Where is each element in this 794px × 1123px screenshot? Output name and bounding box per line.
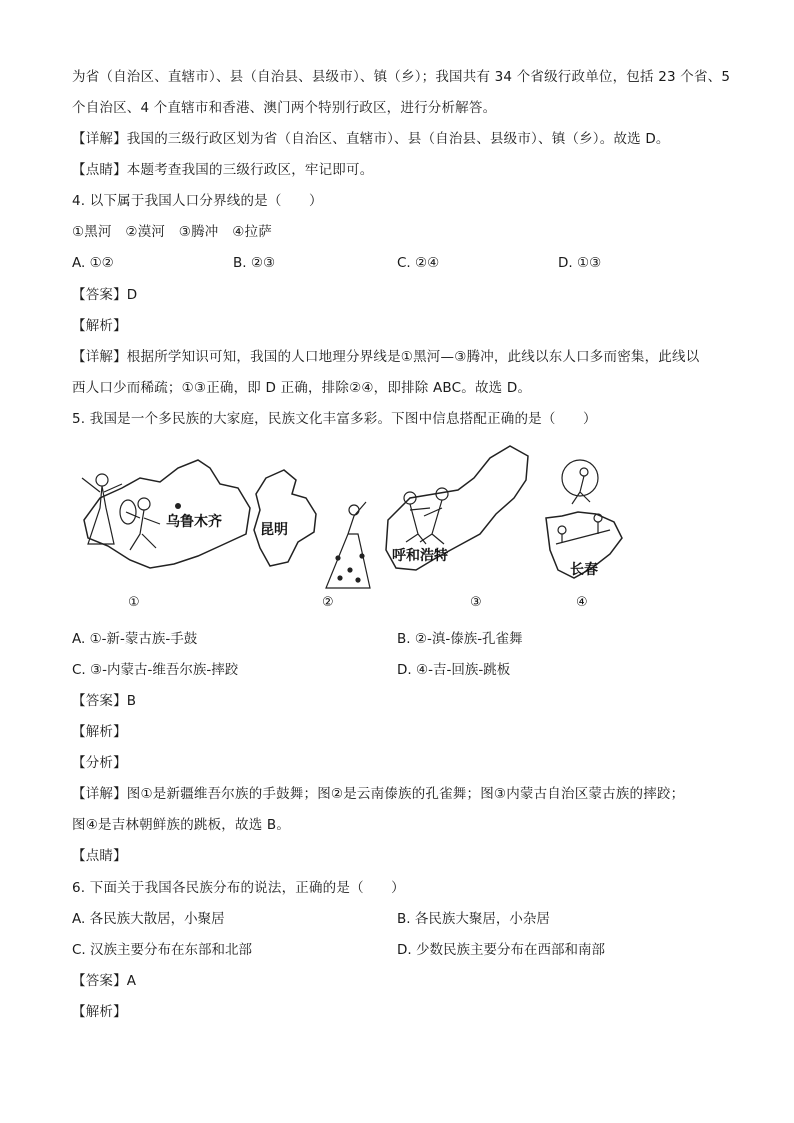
yunnan-outline bbox=[254, 470, 316, 566]
q6-answer: 【答案】A bbox=[72, 973, 137, 989]
intro-comment: 【点睛】本题考查我国的三级行政区，牢记即可。 bbox=[72, 162, 374, 178]
q5-comment: 【点睛】 bbox=[72, 848, 127, 864]
ethnic-culture-figure bbox=[70, 438, 630, 614]
q5-detail-line-2: 图④是吉林朝鲜族的跳板，故选 B。 bbox=[72, 817, 291, 833]
intro-line-2: 个自治区、4 个直辖市和香港、澳门两个特别行政区，进行分析解答。 bbox=[72, 100, 497, 116]
q4-detail-line-1: 【详解】根据所学知识可知，我国的人口地理分界线是①黑河—③腾冲，此线以东人口多而密集，此线以 bbox=[72, 349, 700, 365]
peacock-dancer-drawing bbox=[326, 502, 370, 588]
q4-answer: 【答案】D bbox=[72, 287, 138, 303]
q6-option-d: D. 少数民族主要分布在西部和南部 bbox=[397, 942, 605, 958]
figure-number-1: ① bbox=[128, 595, 140, 610]
q4-stem: 4. 以下属于我国人口分界线的是（ ） bbox=[72, 193, 323, 209]
drum-dancers-drawing bbox=[82, 474, 160, 550]
q6-stem: 6. 下面关于我国各民族分布的说法，正确的是（ ） bbox=[72, 880, 405, 896]
map-label-urumqi: 乌鲁木齐 bbox=[166, 514, 222, 530]
figure-number-3: ③ bbox=[470, 595, 482, 610]
map-label-kunming: 昆明 bbox=[260, 522, 288, 538]
map-label-changchun: 长春 bbox=[570, 562, 598, 578]
q5-fenxi: 【分析】 bbox=[72, 755, 127, 771]
q4-option-a: A. ①② bbox=[72, 255, 114, 271]
q5-stem: 5. 我国是一个多民族的大家庭，民族文化丰富多彩。下图中信息搭配正确的是（ ） bbox=[72, 411, 597, 427]
q5-option-d: D. ④-吉-回族-跳板 bbox=[397, 662, 511, 678]
figure-number-4: ④ bbox=[576, 595, 588, 610]
q4-option-c: C. ②④ bbox=[397, 255, 440, 271]
q6-option-b: B. 各民族大聚居，小杂居 bbox=[397, 911, 550, 927]
q6-option-a: A. 各民族大散居，小聚居 bbox=[72, 911, 225, 927]
q4-option-b: B. ②③ bbox=[233, 255, 276, 271]
q4-items: ①黑河 ②漠河 ③腾冲 ④拉萨 bbox=[72, 224, 272, 240]
q5-answer: 【答案】B bbox=[72, 693, 137, 709]
q5-analysis: 【解析】 bbox=[72, 724, 127, 740]
q5-option-b: B. ②-滇-傣族-孔雀舞 bbox=[397, 631, 523, 647]
intro-detail: 【详解】我国的三级行政区划为省（自治区、直辖市）、县（自治县、县级市）、镇（乡）。故选 D。 bbox=[72, 131, 670, 147]
wrestlers-drawing bbox=[404, 488, 448, 544]
q5-option-c: C. ③-内蒙古-维吾尔族-摔跤 bbox=[72, 662, 239, 678]
seesaw-jumpers-drawing bbox=[556, 460, 610, 544]
q4-analysis: 【解析】 bbox=[72, 318, 127, 334]
urumqi-dot bbox=[175, 503, 181, 509]
intro-line-1: 为省（自治区、直辖市）、县（自治县、县级市）、镇（乡）；我国共有 34 个省级行政单位，包括 23 个省、5 bbox=[72, 69, 731, 85]
q6-option-c: C. 汉族主要分布在东部和北部 bbox=[72, 942, 253, 958]
q6-analysis: 【解析】 bbox=[72, 1004, 127, 1020]
figure-number-2: ② bbox=[322, 595, 334, 610]
map-label-hohhot: 呼和浩特 bbox=[392, 548, 448, 564]
q5-detail-line-1: 【详解】图①是新疆维吾尔族的手鼓舞；图②是云南傣族的孔雀舞；图③内蒙古自治区蒙古族的摔跤； bbox=[72, 786, 685, 802]
q5-option-a: A. ①-新-蒙古族-手鼓 bbox=[72, 631, 198, 647]
q4-detail-line-2: 西人口少而稀疏；①③正确，即 D 正确，排除②④，即排除 ABC。故选 D。 bbox=[72, 380, 532, 396]
q4-option-d: D. ①③ bbox=[558, 255, 602, 271]
